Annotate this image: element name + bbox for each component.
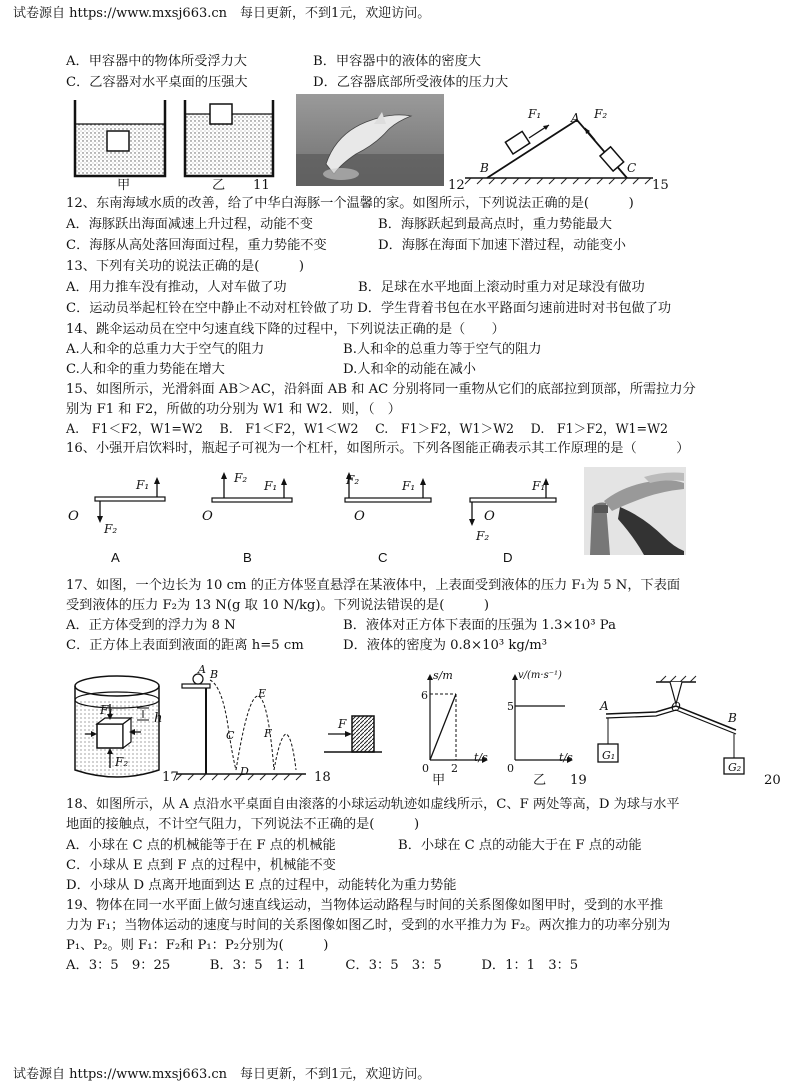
q19-line-2: 力为 F₁；当物体运动的速度与时间的关系图像如图乙时，受到的水平推力为 F₂。两次推力的功率分别为 [66, 918, 671, 933]
q11-option-b: B．甲容器中的液体的密度大 [313, 54, 481, 69]
q14-stem: 14、跳伞运动员在空中匀速直线下降的过程中，下列说法正确的是（ ） [66, 322, 505, 337]
page-footer: 试卷源自 https://www.mxsj663.cn 每日更新，不到1元，欢迎访问。 [13, 1067, 431, 1082]
figure-19-yi-xlabel: t/s [559, 751, 573, 764]
q14-option-b: B.人和伞的总重力等于空气的阻力 [343, 342, 542, 357]
figure-18-label-force: F [338, 717, 347, 731]
figure-19-jia-xlabel: t/s [474, 751, 488, 764]
q16-b-label-o: O [202, 509, 213, 524]
q16-c-label-f1: F₁ [402, 479, 416, 493]
q12-option-c: C．海豚从高处落回海面过程，重力势能不变 [66, 238, 327, 253]
q17-option-c: C．正方体上表面到液面的距离 h=5 cm [66, 638, 304, 653]
figure-19-jia-ytick: 6 [421, 689, 428, 702]
q16-bottle-opener-photo [584, 467, 686, 555]
figure-17-label-h: h [154, 711, 163, 726]
figure-20-label-g2: G₂ [728, 761, 742, 774]
q16-b-label-f2: F₂ [234, 471, 248, 485]
q17-option-a: A．正方体受到的浮力为 8 N [66, 618, 236, 633]
figure-18-block [324, 712, 384, 762]
q18-option-a: A．小球在 C 点的机械能等于在 F 点的机械能 [66, 838, 336, 853]
page-header: 试卷源自 https://www.mxsj663.cn 每日更新，不到1元，欢迎访问。 [13, 6, 431, 21]
q12-option-d: D．海豚在海面下加速下潜过程，动能变小 [378, 238, 626, 253]
q19-line-3: P₁、P₂。则 F₁：F₂和 P₁：P₂分别为( ) [66, 938, 329, 953]
q16-option-label-c: C [378, 550, 388, 565]
q18-option-d: D．小球从 D 点离开地面到达 E 点的过程中，动能转化为重力势能 [66, 878, 457, 893]
figure-11-label-jia: 甲 [117, 178, 131, 193]
figure-15-label-f1: F₁ [528, 107, 542, 121]
figure-20-label-g1: G₁ [602, 749, 616, 762]
q17-option-d: D．液体的密度为 0.8×10³ kg/m³ [343, 638, 548, 653]
q19-options: A．3：5 9：25 B．3：5 1：1 C．3：5 3：5 D．1：1 3：5 [66, 958, 579, 973]
figure-19-jia-caption: 甲 [432, 773, 446, 788]
figure-11-number: 11 [253, 178, 270, 193]
q17-option-b: B．液体对正方体下表面的压强为 1.3×10³ Pa [343, 618, 616, 633]
q17-line-2: 受到液体的压力 F₂为 13 N(g 取 10 N/kg)。下列说法错误的是( ) [66, 598, 490, 613]
q15-line-1: 15、如图所示，光滑斜面 AB＞AC，沿斜面 AB 和 AC 分别将同一重物从它们的底部拉到顶部，所需拉力分 [66, 382, 696, 397]
q16-option-label-a: A [111, 550, 120, 565]
q12-option-a: A．海豚跃出海面减速上升过程，动能不变 [66, 217, 313, 232]
q13-option-b: B．足球在水平地面上滚动时重力对足球没有做功 [358, 280, 645, 295]
figure-19-jia-ylabel: s/m [433, 669, 453, 682]
q16-a-label-f1: F₁ [136, 478, 150, 492]
figure-15-label-c: C [627, 161, 637, 175]
figure-12-number: 12 [448, 178, 465, 193]
q16-d-label-f2: F₂ [476, 529, 490, 543]
figure-15-label-b: B [480, 161, 489, 175]
figure-11-label-yi: 乙 [212, 178, 226, 193]
figure-18-label-c: C [226, 729, 235, 742]
figure-18-label-b: B [210, 668, 219, 681]
figure-19-yi-ytick: 5 [507, 700, 514, 713]
figure-20-number: 20 [764, 773, 781, 788]
figure-19-jia-xtick: 2 [451, 762, 458, 775]
figure-20-label-b: B [728, 711, 737, 725]
figure-18-label-e: E [258, 687, 267, 700]
q18-option-b: B．小球在 C 点的动能大于在 F 点的动能 [398, 838, 642, 853]
q14-option-d: D.人和伞的动能在减小 [343, 362, 476, 377]
q16-lever-b [200, 468, 310, 528]
figure-15-label-f2: F₂ [594, 107, 608, 121]
q15-options: A. F1＜F2，W1=W2 B. F1＜F2，W1＜W2 C. F1＞F2，W1＞W2 D. F1＞F2，W1=W2 [66, 421, 669, 436]
q11-option-c: C．乙容器对水平桌面的压强大 [66, 75, 248, 90]
q16-stem: 16、小强开启饮料时，瓶起子可视为一个杠杆，如图所示。下列各图能正确表示其工作原理的是（ ） [66, 441, 690, 456]
figure-18-number: 18 [314, 770, 331, 785]
q13-option-cd: C．运动员举起杠铃在空中静止不动对杠铃做了功 D．学生背着书包在水平路面匀速前进时对书包做了功 [66, 301, 672, 316]
figure-19-yi-origin: 0 [507, 762, 514, 775]
q15-line-2: 别为 F1 和 F2，所做的功分别为 W1 和 W2．则，（ ） [66, 402, 401, 417]
figure-20-label-o: O [671, 700, 681, 714]
q12-stem: 12、东南海域水质的改善，给了中华白海豚一个温馨的家。如图所示，下列说法正确的是( ) [66, 196, 634, 211]
figure-18-label-f: F [264, 727, 272, 740]
figure-18-label-d: D [240, 765, 249, 778]
q16-a-label-o: O [68, 509, 79, 524]
q12-option-b: B．海豚跃起到最高点时，重力势能最大 [378, 217, 612, 232]
figure-17-label-f1: F₁ [100, 703, 114, 717]
figure-19-yi-ylabel: v/(m·s⁻¹) [518, 670, 562, 681]
q16-d-label-o: O [484, 509, 495, 524]
q11-option-d: D．乙容器底部所受液体的压力大 [313, 75, 509, 90]
q16-c-label-o: O [354, 509, 365, 524]
q18-line-2: 地面的接触点，不计空气阻力，下列说法不正确的是( ) [66, 817, 420, 832]
figure-19-number: 19 [570, 773, 587, 788]
q18-line-1: 18、如图所示，从 A 点沿水平桌面自由滚落的小球运动轨迹如虚线所示，C、F 两处等高，D 为球与水平 [66, 797, 680, 812]
figure-19-yi-caption: 乙 [533, 773, 547, 788]
q13-option-a: A．用力推车没有推动，人对车做了功 [66, 280, 287, 295]
q16-c-label-f2: F₂ [346, 473, 360, 487]
q11-option-a: A．甲容器中的物体所受浮力大 [66, 54, 247, 69]
q14-option-a: A.人和伞的总重力大于空气的阻力 [66, 342, 265, 357]
figure-17-label-f2: F₂ [115, 755, 129, 769]
q16-option-label-d: D [503, 550, 513, 565]
q16-d-label-f1: F₁ [532, 479, 546, 493]
figure-15-number: 15 [652, 178, 669, 193]
q14-option-c: C.人和伞的重力势能在增大 [66, 362, 225, 377]
q13-stem: 13、下列有关功的说法正确的是( ) [66, 259, 305, 274]
q17-line-1: 17、如图，一个边长为 10 cm 的正方体竖直悬浮在某液体中，上表面受到液体的压力 F₁为 5 N，下表面 [66, 578, 681, 593]
q16-a-label-f2: F₂ [104, 522, 118, 536]
q16-option-label-b: B [243, 550, 252, 565]
figure-17-number: 17 [162, 770, 179, 785]
figure-15-label-a: A [571, 111, 580, 125]
figure-18-label-a: A [198, 663, 206, 676]
figure-12-dolphin-photo [296, 94, 444, 186]
figure-11-containers [70, 96, 290, 186]
q16-b-label-f1: F₁ [264, 479, 278, 493]
figure-20-label-a: A [600, 699, 609, 713]
figure-19-jia-origin: 0 [422, 762, 429, 775]
q19-line-1: 19、物体在同一水平面上做匀速直线运动，当物体运动路程与时间的关系图像如图甲时，受到的水平推 [66, 898, 664, 913]
q18-option-c: C．小球从 E 点到 F 点的过程中，机械能不变 [66, 858, 336, 873]
